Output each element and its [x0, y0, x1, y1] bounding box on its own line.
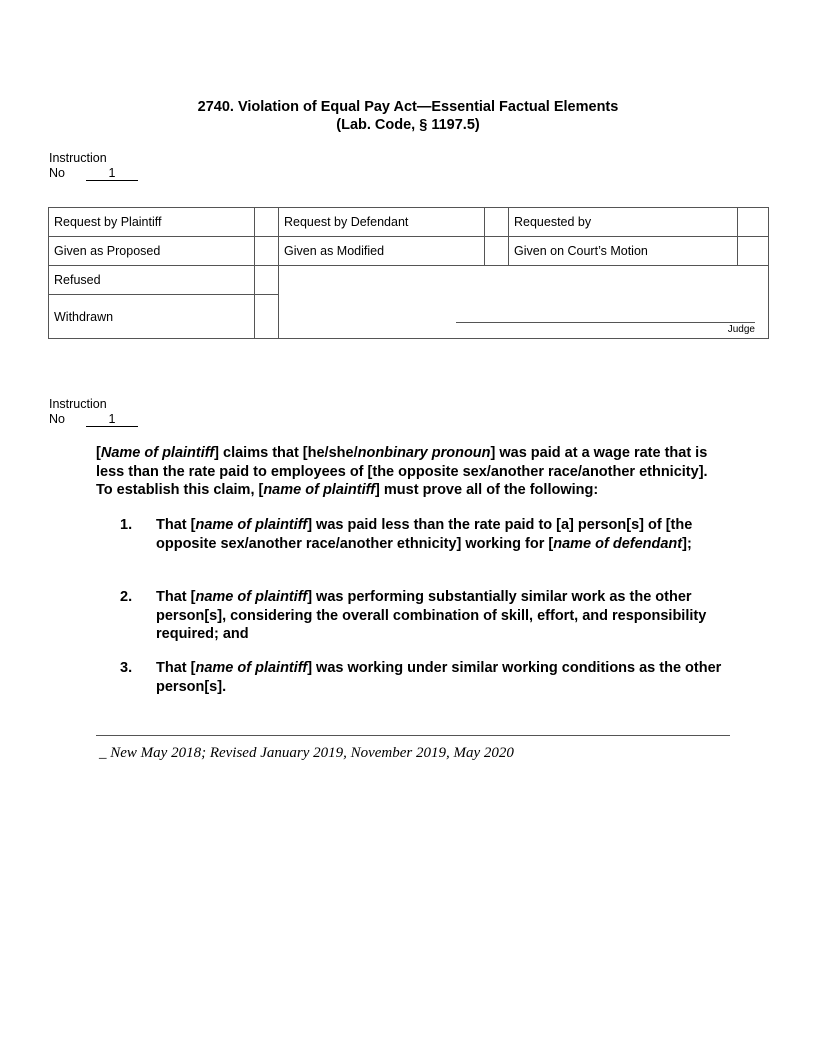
requested-by-checkbox[interactable]	[738, 208, 769, 237]
no-label: No	[49, 165, 65, 180]
given-as-modified-label: Given as Modified	[279, 237, 485, 266]
request-by-defendant-label: Request by Defendant	[279, 208, 485, 237]
given-on-courts-motion-checkbox[interactable]	[738, 237, 769, 266]
instruction-number-top	[49, 151, 138, 181]
instruction-number-bottom	[49, 397, 138, 427]
element-number: 3.	[120, 660, 133, 676]
withdrawn-label: Withdrawn	[49, 295, 255, 339]
element-text: That [name of plaintiff] was working under similar working conditions as the other person[s].	[156, 660, 722, 695]
horizontal-divider	[96, 735, 730, 736]
instruction-title	[0, 98, 816, 134]
request-by-defendant-checkbox[interactable]	[485, 208, 509, 237]
no-label: No	[49, 411, 65, 426]
request-by-plaintiff-checkbox[interactable]	[255, 208, 279, 237]
given-on-courts-motion-label: Given on Court’s Motion	[509, 237, 738, 266]
request-by-plaintiff-label: Request by Plaintiff	[49, 208, 255, 237]
withdrawn-checkbox[interactable]	[255, 295, 279, 339]
element-text: That [name of plaintiff] was performing substantially similar work as the other person[s], considering the overall combination of skill, effort, and responsibility required; and	[156, 589, 707, 642]
given-as-proposed-label: Given as Proposed	[49, 237, 255, 266]
judge-signature-line	[456, 322, 755, 323]
element-text: That [name of plaintiff] was paid less than the rate paid to [a] person[s] of [the opposite sex/another race/another ethnicity] working for [name of defendant];	[156, 517, 693, 552]
judge-signature-area[interactable]	[279, 266, 769, 339]
refused-checkbox[interactable]	[255, 266, 279, 295]
title-line-1: 2740. Violation of Equal Pay Act—Essential Factual Elements	[197, 99, 619, 115]
refused-label: Refused	[49, 266, 255, 295]
given-as-modified-checkbox[interactable]	[485, 237, 509, 266]
revision-history: _ New May 2018; Revised January 2019, November 2019, May 2020	[99, 745, 514, 761]
request-table	[48, 207, 769, 339]
judge-label: Judge	[727, 324, 755, 335]
instruction-label: Instruction	[49, 397, 107, 411]
placeholder-nonbinary-pronoun: nonbinary pronoun	[357, 445, 491, 461]
title-line-2: (Lab. Code, § 1197.5)	[336, 117, 480, 133]
element-number: 2.	[120, 589, 133, 605]
instruction-body-paragraph: [Name of plaintiff] claims that [he/she/nonbinary pronoun] was paid at a wage rate that is less than the rate paid to employees of [the opposite sex/another race/another ethnicity]. To establish this claim, [name of plaintiff] must prove all of the following:	[96, 445, 708, 498]
instruction-number-field[interactable]: 1	[86, 413, 138, 427]
instruction-label: Instruction	[49, 151, 107, 165]
placeholder-name-of-plaintiff: Name of plaintiff	[100, 445, 215, 461]
placeholder-name-of-plaintiff: name of plaintiff	[263, 482, 376, 498]
given-as-proposed-checkbox[interactable]	[255, 237, 279, 266]
element-number: 1.	[120, 517, 133, 533]
requested-by-label: Requested by	[509, 208, 738, 237]
instruction-number-field[interactable]: 1	[86, 167, 138, 181]
